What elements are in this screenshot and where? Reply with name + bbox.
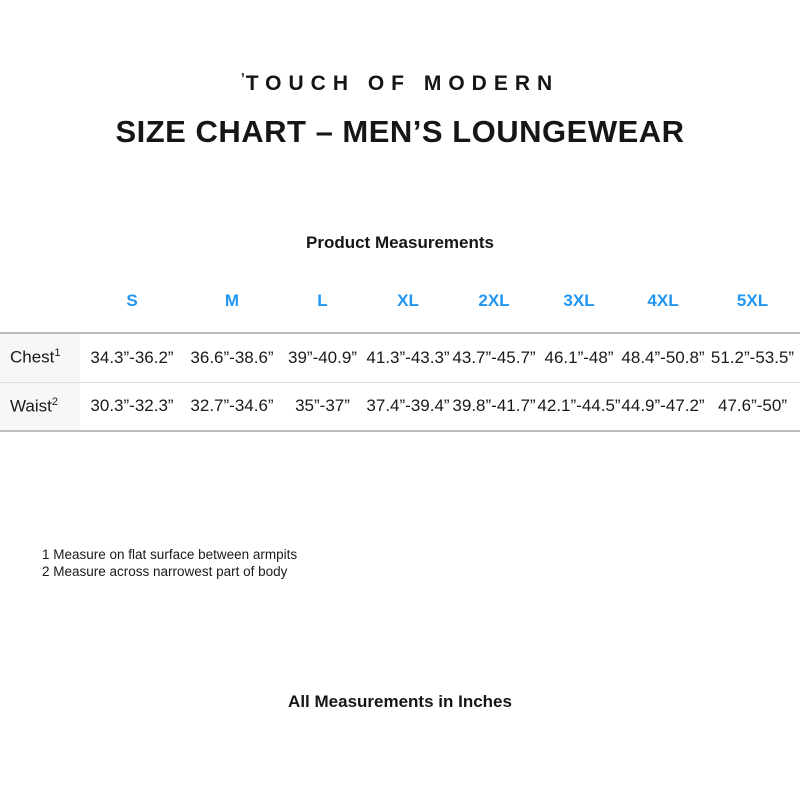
chest-cell-4xl: 48.4”-50.8” xyxy=(621,347,705,367)
chest-cell-s: 34.3”-36.2” xyxy=(90,347,174,367)
chest-cell-l: 39”-40.9” xyxy=(288,347,357,367)
waist-cell-3xl: 42.1”-44.5” xyxy=(537,396,621,416)
size-header-2xl: 2XL xyxy=(478,291,510,310)
size-header-5xl: 5XL xyxy=(736,291,769,310)
chest-cell-2xl: 43.7”-45.7” xyxy=(452,347,536,367)
units-note: All Measurements in Inches xyxy=(288,692,512,711)
waist-cell-l: 35”-37” xyxy=(295,396,350,416)
footnote-1: 1 Measure on flat surface between armpits xyxy=(42,547,298,562)
size-header-4xl: 4XL xyxy=(647,291,679,310)
footnote-ref: 1 xyxy=(54,347,61,360)
footnote-ref: 2 xyxy=(51,395,58,408)
corner-cell xyxy=(0,291,80,333)
row-label-waist xyxy=(0,382,80,431)
size-header-s: S xyxy=(126,291,138,310)
chest-cell-3xl: 46.1”-48” xyxy=(544,347,614,367)
logo-tick-mark: ʼ xyxy=(240,70,246,86)
waist-cell-m: 32.7”-34.6” xyxy=(190,396,274,416)
row-label-text: Waist xyxy=(10,396,52,416)
size-header-row xyxy=(0,291,800,333)
waist-cell-4xl: 44.9”-47.2” xyxy=(621,396,705,416)
chest-cell-5xl: 51.2”-53.5” xyxy=(710,347,795,367)
size-header-xl: XL xyxy=(397,291,419,310)
row-label-text: Chest xyxy=(10,348,55,368)
chest-cell-xl: 41.3”-43.3” xyxy=(366,347,450,367)
chest-cell-m: 36.6”-38.6” xyxy=(190,347,274,367)
table-row-chest xyxy=(0,333,800,382)
waist-cell-2xl: 39.8”-41.7” xyxy=(452,396,536,416)
waist-cell-xl: 37.4”-39.4” xyxy=(366,396,450,416)
brand-logo-text: TOUCH OF MODERN xyxy=(245,72,560,95)
page-title: SIZE CHART – MEN’S LOUNGEWEAR xyxy=(115,114,685,149)
table-caption: Product Measurements xyxy=(306,233,494,252)
size-header-3xl: 3XL xyxy=(563,291,595,310)
size-header-m: M xyxy=(224,291,240,310)
footnote-2: 2 Measure across narrowest part of body xyxy=(42,564,288,579)
table-row-waist xyxy=(0,382,800,431)
size-header-l: L xyxy=(317,291,328,310)
size-chart-table xyxy=(0,291,800,432)
waist-cell-5xl: 47.6”-50” xyxy=(718,396,787,416)
footnotes xyxy=(42,546,297,580)
row-label-chest xyxy=(0,333,80,382)
brand-logo xyxy=(0,72,800,96)
waist-cell-s: 30.3”-32.3” xyxy=(90,396,174,416)
